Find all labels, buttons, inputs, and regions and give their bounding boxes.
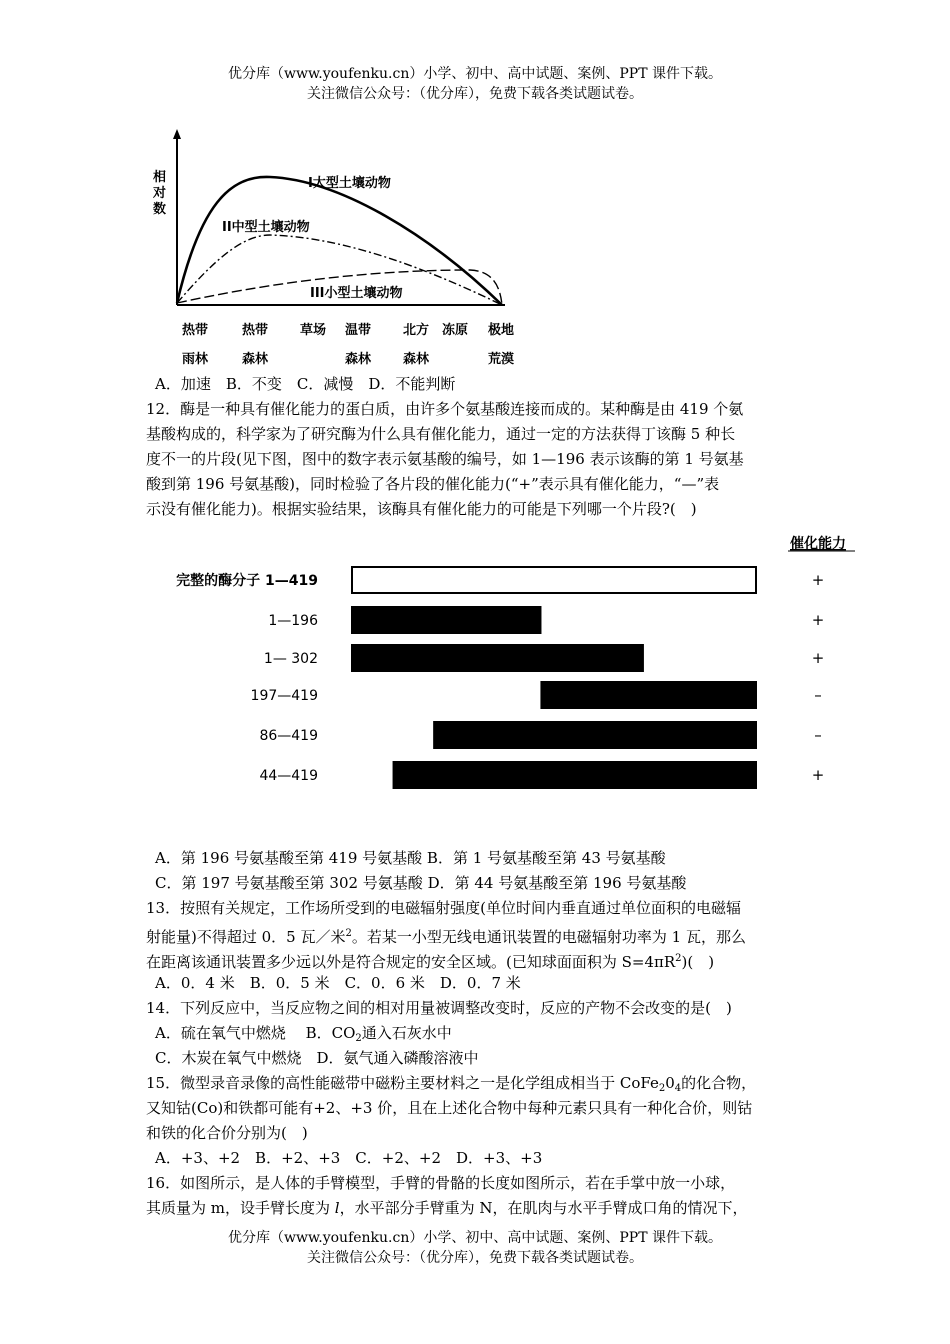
q15-sub-2: 4 xyxy=(674,1083,682,1094)
y-label-3: 数 xyxy=(153,202,167,217)
fragment-bar xyxy=(541,682,756,708)
page-footer xyxy=(0,1228,950,1268)
footer-line-1: 优分库（www.youfenku.cn）小学、初中、高中试题、案例、PPT 课件下载。 xyxy=(227,1230,722,1246)
q16-line-2-l: l xyxy=(334,1199,340,1217)
x-label-7-top: 极地 xyxy=(488,323,515,338)
q14-option-a: A．硫在氧气中燃烧 B．CO xyxy=(155,1024,356,1042)
fragment-bar xyxy=(352,645,643,671)
q16-line-1: 16．如图所示，是人体的手臂模型，手臂的骨骼的长度如图所示，若在手掌中放一小球， xyxy=(146,1174,736,1192)
label-curve-large: I大型土壤动物 xyxy=(308,176,391,191)
header-line-2: 关注微信公众号：（优分库），免费下载各类试题试卷。 xyxy=(307,86,643,102)
q12-line-2: 基酸构成的，科学家为了研究酶为什么具有催化能力，通过一定的方法获得丁该酶 5 种长 xyxy=(146,425,736,443)
x-label-5-top: 北方 xyxy=(403,323,430,338)
q13-line-2-a: 射能量)不得超过 0．5 瓦／米 xyxy=(146,928,346,946)
q12-line-5: 示没有催化能力)。根据实验结果，该酶具有催化能力的可能是下列哪一个片段?( ) xyxy=(146,500,697,518)
fragment-bar xyxy=(352,567,756,593)
header-line-1: 优分库（www.youfenku.cn）小学、初中、高中试题、案例、PPT 课件下载。 xyxy=(227,66,722,82)
y-label-1: 相 xyxy=(153,170,167,185)
x-label-2-bottom: 森林 xyxy=(242,352,269,367)
q15-line-1-b: 的化合物， xyxy=(681,1074,757,1092)
x-label-6-top: 冻原 xyxy=(442,323,469,338)
q15-line-2: 又知钴(Co)和铁都可能有+2、+3 价，且在上述化合物中每种元素只具有一种化合价，则钴 xyxy=(146,1099,753,1117)
x-label-5-bottom: 森林 xyxy=(403,352,430,367)
q13-line-1: 13．按照有关规定，工作场所受到的电磁辐射强度(单位时间内垂直通过单位面积的电磁辐 xyxy=(146,899,741,917)
q13-line-3-a: 在距离该通讯装置多少远以外是符合规定的安全区域。(已知球面面积为 S=4πR xyxy=(146,953,676,971)
y-label-2: 对 xyxy=(153,186,167,201)
x-label-2-top: 热带 xyxy=(242,323,269,338)
fragment-label: 86—419 xyxy=(259,728,318,744)
fragment-bar xyxy=(394,762,756,788)
activity-mark: – xyxy=(814,686,822,704)
q15-line-3: 和铁的化合价分别为( ) xyxy=(146,1124,308,1142)
q15-sub-1: 2 xyxy=(658,1083,666,1094)
q12-line-4: 酸到第 196 号氨基酸)，同时检验了各片段的催化能力(“+”表示具有催化能力，“—”表 xyxy=(146,475,720,493)
q14-line-1: 14．下列反应中，当反应物之间的相对用量被调整改变时，反应的产物不会改变的是( ) xyxy=(146,999,732,1017)
activity-mark: – xyxy=(814,726,822,744)
fragment-label: 197—419 xyxy=(250,688,318,704)
fragment-label: 1—196 xyxy=(268,613,318,629)
q16-line-2-b: ，水平部分手臂重为 N，在肌肉与水平手臂成口角的情况下， xyxy=(339,1199,748,1217)
q14-option-b-sub: 2 xyxy=(355,1033,362,1044)
enzyme-fragment-chart xyxy=(150,525,870,800)
q13-options: A．0．4 米 B．0．5 米 C．0．6 米 D．0．7 米 xyxy=(155,974,521,992)
q14-option-cd: C．木炭在氧气中燃烧 D．氨气通入磷酸溶液中 xyxy=(155,1049,479,1067)
page-header xyxy=(0,64,950,104)
activity-mark: + xyxy=(811,611,825,629)
label-curve-medium: II中型土壤动物 xyxy=(222,220,310,235)
activity-mark: + xyxy=(811,649,825,667)
q13-line-3-b: )( ) xyxy=(681,953,715,971)
fragment-label: 完整的酶分子 1—419 xyxy=(176,573,318,589)
x-label-3-top: 草场 xyxy=(300,323,327,338)
q13-line-2-sup: 2 xyxy=(345,928,352,939)
q14-option-b-rest: 通入石灰水中 xyxy=(361,1024,452,1042)
q15-line-1-a: 15．微型录音录像的高性能磁带中磁粉主要材料之一是化学组成相当于 CoFe xyxy=(146,1074,659,1092)
q15-options: A．+3、+2 B．+2、+3 C．+2、+2 D．+3、+3 xyxy=(155,1149,543,1167)
q12-line-1: 12．酶是一种具有催化能力的蛋白质，由许多个氨基酸连接而成的。某种酶是由 419 个氨 xyxy=(146,400,744,418)
activity-mark: + xyxy=(811,571,825,589)
q13-line-3-sup: 2 xyxy=(675,953,682,964)
q16-line-2-a: 其质量为 m，设手臂长度为 xyxy=(146,1199,335,1217)
q16-line-2 xyxy=(146,1196,747,1221)
q12-option-cd: C．第 197 号氨基酸至第 302 号氨基酸 D．第 44 号氨基酸至第 196 号氨基酸 xyxy=(155,874,687,892)
x-label-4-top: 温带 xyxy=(345,323,372,338)
x-label-4-bottom: 森林 xyxy=(345,352,372,367)
footer-line-2: 关注微信公众号：（优分库），免费下载各类试题试卷。 xyxy=(307,1250,643,1266)
q11-options: A．加速 B．不变 C．减慢 D．不能判断 xyxy=(155,375,456,393)
fragment-bar xyxy=(352,607,540,633)
activity-mark: + xyxy=(811,766,825,784)
label-curve-small: III小型土壤动物 xyxy=(310,286,403,301)
q12-option-ab: A．第 196 号氨基酸至第 419 号氨基酸 B．第 1 号氨基酸至第 43 号氨基酸 xyxy=(155,849,666,867)
y-axis-arrow xyxy=(173,129,181,139)
x-label-1-top: 热带 xyxy=(182,323,209,338)
catalytic-ability-header: 催化能力 xyxy=(790,536,846,552)
soil-animal-figure xyxy=(140,125,540,375)
fragment-bar xyxy=(434,722,756,748)
fragment-label: 1— 302 xyxy=(263,651,318,667)
q12-line-3: 度不一的片段(见下图，图中的数字表示氨基酸的编号，如 1—196 表示该酶的第 1 号氨基 xyxy=(146,450,744,468)
q13-line-2-b: 。若某一小型无线电通讯装置的电磁辐射功率为 1 瓦，那么 xyxy=(351,928,746,946)
x-label-1-bottom: 雨林 xyxy=(182,352,209,367)
q15-mid: 0 xyxy=(665,1074,675,1092)
fragment-label: 44—419 xyxy=(259,768,318,784)
x-label-7-bottom: 荒漠 xyxy=(488,352,515,367)
